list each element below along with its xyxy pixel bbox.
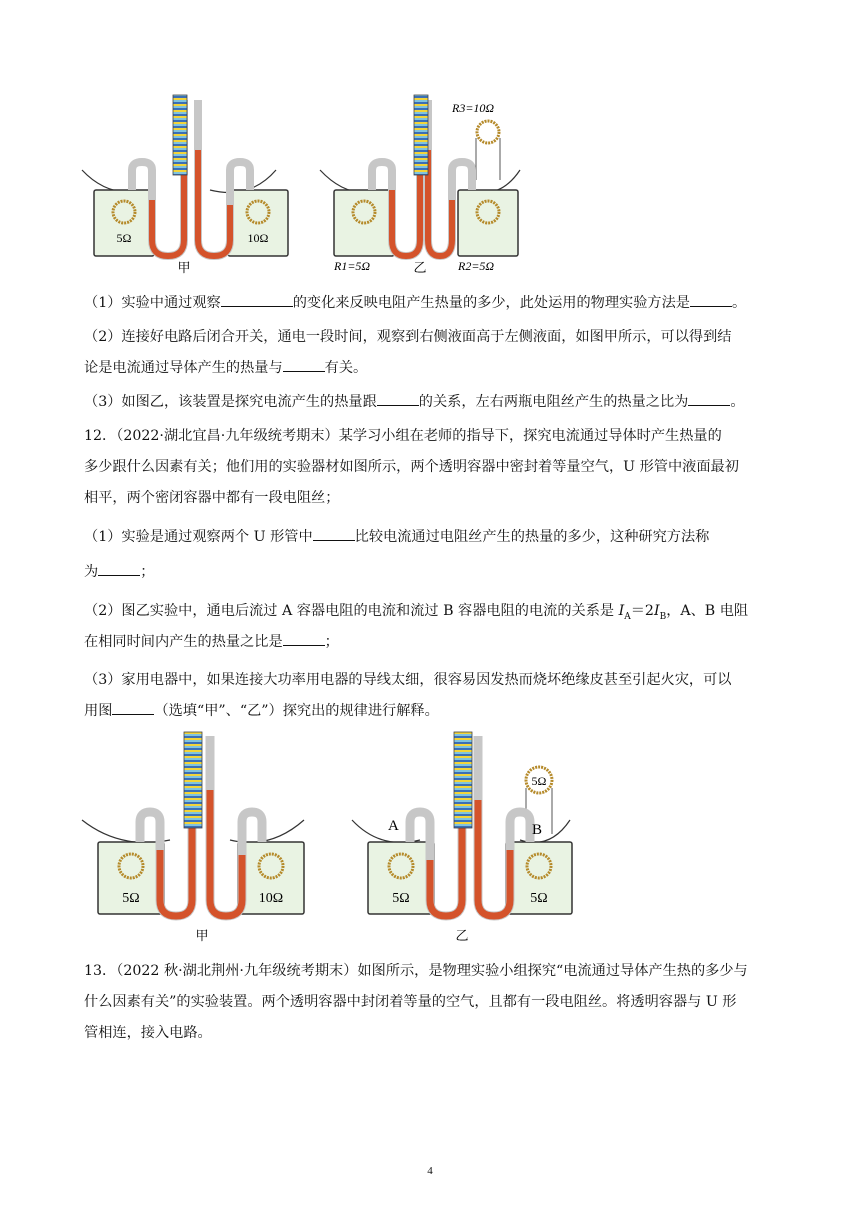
q12-p2-text-c: 在相同时间内产生的热量之比是 — [84, 634, 283, 650]
q11-p3-blank-2[interactable] — [688, 390, 730, 406]
figure-top — [80, 90, 540, 275]
q12-p3-blank[interactable] — [112, 699, 154, 715]
q12-p2-text-d: ； — [324, 634, 339, 650]
q11-p1-text-a: （1）实验中通过观察 — [84, 295, 221, 311]
q11-p1-text-b: 的变化来反映电阻产生热量的多少，此处运用的物理实验方法是 — [292, 295, 690, 311]
q12-part3-line1: （3）家用电器中，如果连接大功率用电器的导线太细，很容易因发热而烧坏绝缘皮甚至引起火灾，可以 — [84, 672, 732, 688]
yi2-top-resistance: 5Ω — [531, 774, 547, 788]
q11-p1-text-c: 。 — [731, 295, 747, 311]
jia2-right-resistance: 10Ω — [258, 891, 284, 906]
figure-bottom — [80, 730, 580, 942]
q12-p2-text-a: （2）图乙实验中，通电后流过 A 容器电阻的电流和流过 B 容器电阻的电流的关系是 — [84, 603, 619, 619]
q12-p3-text-b: （选填“甲”、“乙”）探究出的规律进行解释。 — [154, 703, 439, 719]
q12-part3-line2 — [84, 696, 784, 727]
jia2-left-resistance: 5Ω — [122, 891, 140, 906]
apparatus-yi — [320, 95, 520, 256]
q12-stem-line2: 多少跟什么因素有关；他们用的实验器材如图所示，两个透明容器中密封着等量空气，U 形管中液面最初 — [84, 459, 739, 475]
q12-p2-blank[interactable] — [283, 630, 325, 646]
q11-p1-blank-1[interactable] — [221, 291, 293, 307]
q12-stem-line3: 相平，两个密闭容器中都有一段电阻丝； — [84, 490, 340, 506]
q12-p1-text-a: （1）实验是通过观察两个 U 形管中 — [84, 529, 313, 545]
q12-p2-sub-b: B — [659, 611, 667, 622]
q13-stem-line1: 13．（2022 秋·湖北荆州·九年级统考期末）如图所示，是物理实验小组探究“电流通过导体产生热的多少与 — [84, 963, 748, 979]
q11-part2-line1: （2）连接好电路后闭合开关，通电一段时间，观察到右侧液面高于左侧液面，如图甲所示，可以得到结 — [84, 329, 732, 345]
q12-p3-text-a: 用图 — [84, 703, 113, 719]
q11-p2-blank[interactable] — [283, 356, 325, 372]
q11-p1-blank-2[interactable] — [690, 291, 732, 307]
q13-stem-line2: 什么因素有关”的实验装置。两个透明容器中封闭着等量的空气，且都有一段电阻丝。将透明容器与 U 形 — [84, 994, 737, 1010]
yi-r2-label: R2=5Ω — [458, 259, 495, 273]
q12-p1-blank-1[interactable] — [313, 525, 355, 541]
q11-p2-text-a: 论是电流通过导体产生的热量与 — [84, 360, 283, 376]
yi-r3-label: R3=10Ω — [452, 101, 495, 115]
q12-part2-line2 — [84, 627, 784, 658]
yi2-label-b: B — [532, 822, 543, 838]
figure2-caption-jia: 甲 — [195, 928, 209, 942]
q13-stem-line3: 管相连，接入电路。 — [84, 1025, 212, 1041]
q12-p2-text-b: ，A、B 电阻 — [666, 603, 749, 619]
yi-r1-label: R1=5Ω — [334, 259, 371, 273]
q12-p1-blank-2[interactable] — [98, 560, 140, 576]
q11-part2-line2 — [84, 353, 784, 384]
q11-part1 — [84, 288, 784, 319]
yi2-label-a: A — [388, 818, 399, 834]
q12-part1-line1 — [84, 522, 784, 553]
jia-right-resistance: 10Ω — [247, 231, 269, 245]
page-number: 4 — [427, 1165, 433, 1177]
q12-p2-current-a: I — [618, 603, 625, 619]
apparatus-jia-2 — [82, 732, 304, 916]
q12-p1-text-c: 为 — [84, 564, 99, 580]
figure-caption-yi: 乙 — [413, 260, 427, 275]
q11-part3 — [84, 387, 784, 418]
q12-p2-eq: ＝2 — [630, 603, 654, 619]
yi2-a-resistance: 5Ω — [392, 891, 410, 906]
q12-p1-text-d: ； — [140, 564, 155, 580]
q12-p2-current-b: I — [653, 603, 660, 619]
yi2-b-resistance: 5Ω — [530, 891, 548, 906]
q12-stem-line1: 12．（2022·湖北宜昌·九年级统考期末）某学习小组在老师的指导下，探究电流通过导体时产生热量的 — [84, 428, 722, 444]
q12-p1-text-b: 比较电流通过电阻丝产生的热量的多少，这种研究方法称 — [354, 529, 710, 545]
q11-p3-text-c: 。 — [730, 394, 745, 410]
q11-p3-text-a: （3）如图乙，该装置是探究电流产生的热量跟 — [84, 394, 377, 410]
jia-left-resistance: 5Ω — [116, 231, 132, 245]
q11-p3-blank-1[interactable] — [377, 390, 419, 406]
q11-p3-text-b: 的关系，左右两瓶电阻丝产生的热量之比为 — [418, 394, 689, 410]
q11-p2-text-b: 有关。 — [324, 360, 368, 376]
figure-caption-jia: 甲 — [177, 260, 191, 275]
figure2-caption-yi: 乙 — [455, 928, 469, 942]
q12-part1-line2 — [84, 557, 784, 588]
q12-p2-sub-a: A — [624, 611, 631, 622]
